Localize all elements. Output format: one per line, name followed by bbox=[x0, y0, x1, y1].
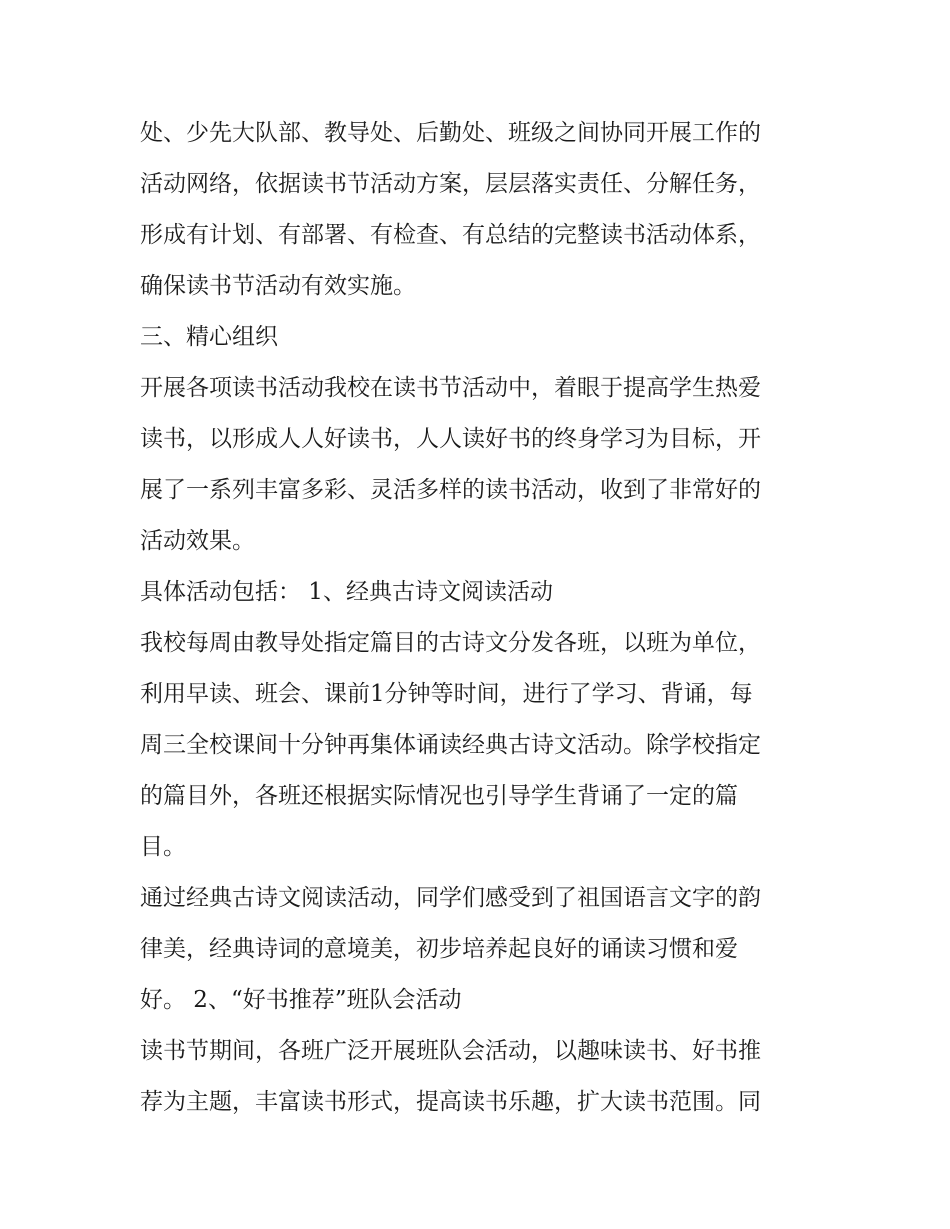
text-line: 利用早读、班会、课前1分钟等时间，进行了学习、背诵，每 bbox=[140, 681, 753, 707]
text-line: 开展各项读书活动我校在读书节活动中，着眼于提高学生热爱 bbox=[140, 375, 761, 401]
text-line: 活动效果。 bbox=[140, 528, 255, 554]
text-line: 目。 bbox=[140, 834, 186, 860]
text-line: 读书节期间，各班广泛开展班队会活动，以趣味读书、好书推 bbox=[140, 1038, 761, 1064]
text-line: 好。 2、“好书推荐”班队会活动 bbox=[140, 987, 462, 1013]
text-line: 通过经典古诗文阅读活动，同学们感受到了祖国语言文字的韵 bbox=[140, 885, 761, 911]
text-line: 具体活动包括： 1、经典古诗文阅读活动 bbox=[140, 579, 553, 605]
body-text bbox=[140, 108, 820, 1128]
text-line: 的篇目外，各班还根据实际情况也引导学生背诵了一定的篇 bbox=[140, 783, 738, 809]
text-line: 活动网络，依据读书节活动方案，层层落实责任、分解任务， bbox=[140, 171, 761, 197]
text-line: 展了一系列丰富多彩、灵活多样的读书活动，收到了非常好的 bbox=[140, 477, 761, 503]
text-line: 我校每周由教导处指定篇目的古诗文分发各班，以班为单位， bbox=[140, 630, 761, 656]
text-line: 荐为主题，丰富读书形式，提高读书乐趣，扩大读书范围。同 bbox=[140, 1089, 761, 1115]
text-line: 读书，以形成人人好读书，人人读好书的终身学习为目标，开 bbox=[140, 426, 761, 452]
text-line: 律美，经典诗词的意境美，初步培养起良好的诵读习惯和爱 bbox=[140, 936, 738, 962]
section-heading: 三、精心组织 bbox=[140, 324, 278, 350]
text-line: 形成有计划、有部署、有检查、有总结的完整读书活动体系， bbox=[140, 222, 761, 248]
text-line: 确保读书节活动有效实施。 bbox=[140, 273, 416, 299]
text-line: 处、少先大队部、教导处、后勤处、班级之间协同开展工作的 bbox=[140, 120, 761, 146]
text-line: 周三全校课间十分钟再集体诵读经典古诗文活动。除学校指定 bbox=[140, 732, 761, 758]
